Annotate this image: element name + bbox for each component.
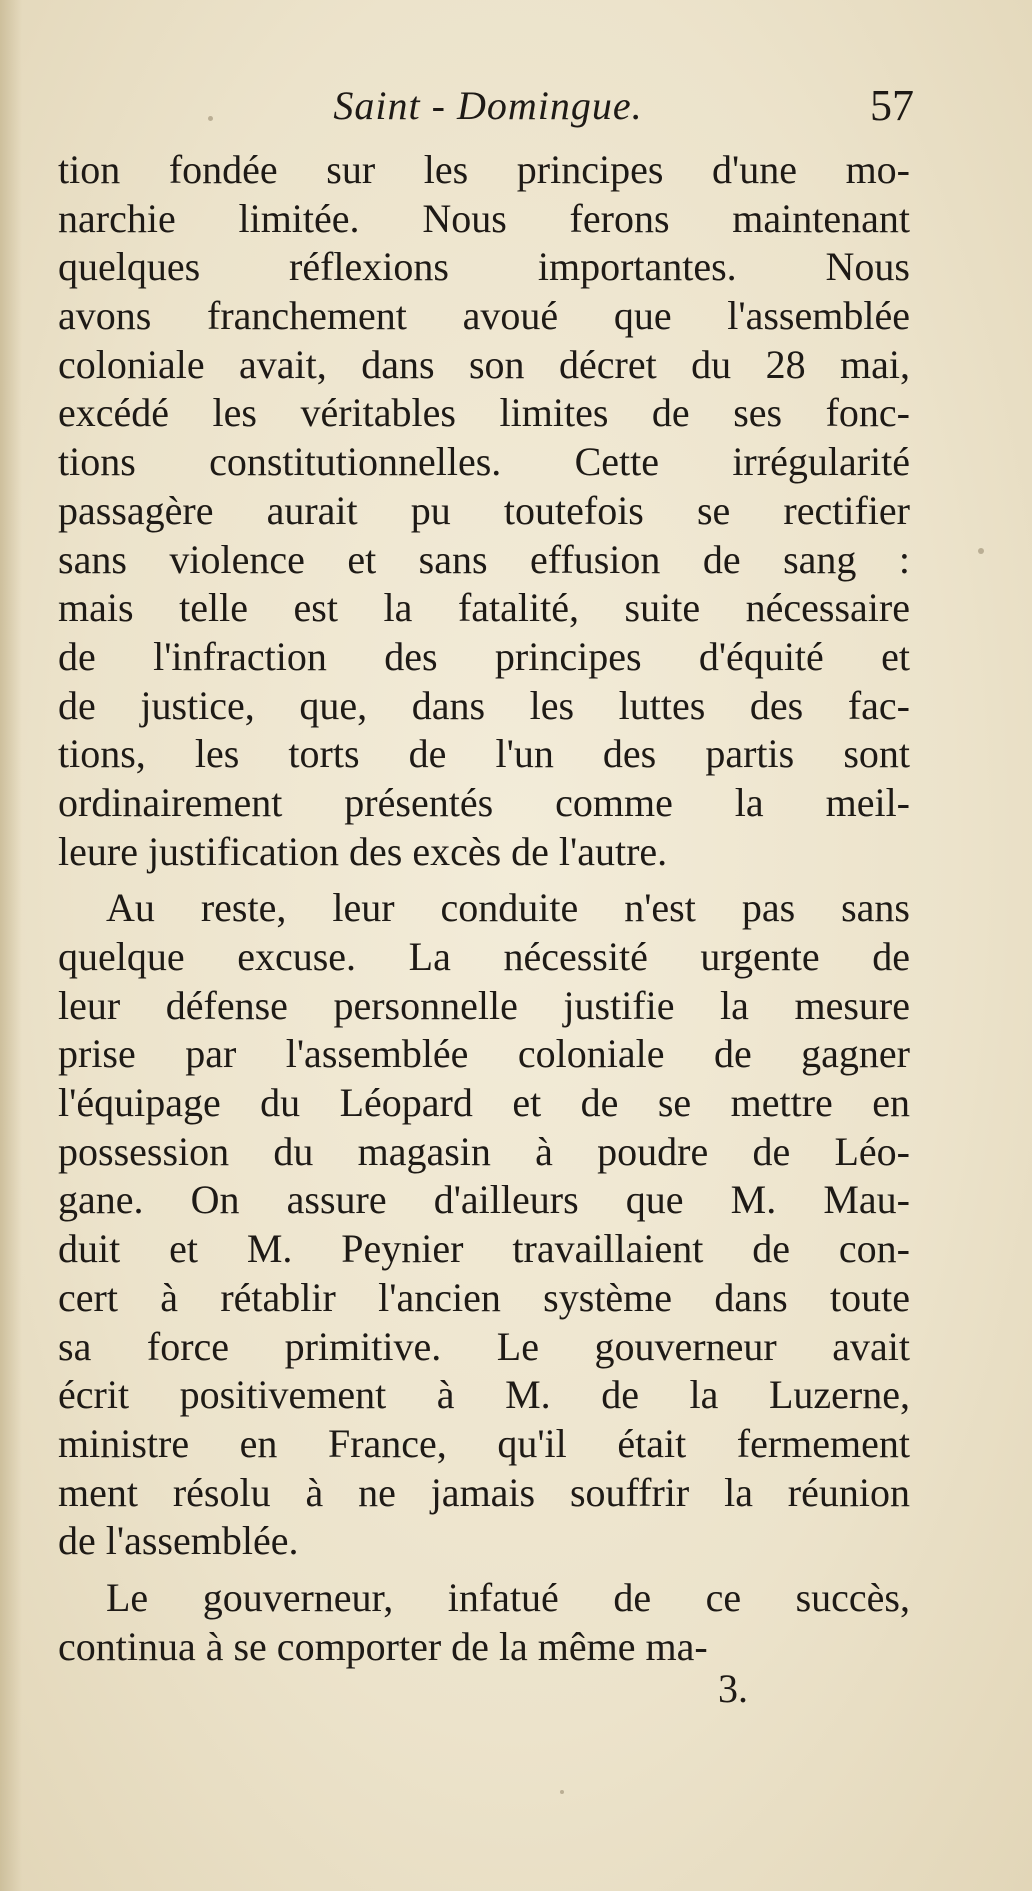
text-line: leur défense personnelle justifie la mesure	[58, 982, 910, 1028]
text-line: duit et M. Peynier travaillaient de con-	[58, 1226, 910, 1272]
text-line: tions constitutionnelles. Cette irrégularité	[58, 439, 910, 485]
page-number: 57	[870, 81, 914, 130]
text-line: cert à rétablir l'ancien système dans toute	[58, 1274, 910, 1320]
text-line: l'équipage du Léopard et de se mettre en	[58, 1080, 910, 1126]
text-line: continua à se comporter de la même ma-	[58, 1623, 708, 1669]
page-edge-shadow	[0, 0, 22, 1891]
text-line: tions, les torts de l'un des partis sont	[58, 731, 910, 777]
text-line: de justice, que, dans les luttes des fac-	[58, 682, 910, 728]
text-line: ordinairement présentés comme la meil-	[58, 779, 910, 825]
paragraph	[58, 1574, 910, 1671]
paragraph-gap	[58, 1566, 910, 1574]
paragraph	[58, 884, 910, 1566]
paper-speck	[978, 548, 984, 554]
text-line: sans violence et sans effusion de sang :	[58, 536, 910, 582]
text-line: prise par l'assemblée coloniale de gagner	[58, 1031, 910, 1077]
paper-speck	[560, 1790, 564, 1794]
text-line: excédé les véritables limites de ses fonc-	[58, 390, 910, 436]
text-line: Au reste, leur conduite n'est pas sans	[106, 885, 910, 931]
text-line: narchie limitée. Nous ferons maintenant	[58, 195, 910, 241]
paragraph	[58, 146, 910, 876]
text-line: écrit positivement à M. de la Luzerne,	[58, 1372, 910, 1418]
text-line: coloniale avait, dans son décret du 28 mai,	[58, 341, 910, 387]
text-line: de l'infraction des principes d'équité et	[58, 633, 910, 679]
text-line: passagère aurait pu toutefois se rectifier	[58, 487, 910, 533]
text-line: leure justification des excès de l'autre.	[58, 828, 668, 874]
text-line: gane. On assure d'ailleurs que M. Mau-	[58, 1177, 910, 1223]
running-head	[58, 78, 918, 138]
paper-speck	[208, 116, 213, 121]
text-line: ment résolu à ne jamais souffrir la réunion	[58, 1469, 910, 1515]
text-line: de l'assemblée.	[58, 1518, 299, 1564]
body-text	[58, 146, 910, 1671]
text-line: sa force primitive. Le gouverneur avait	[58, 1323, 910, 1369]
text-line: quelques réflexions importantes. Nous	[58, 244, 910, 290]
text-line: ministre en France, qu'il était fermement	[58, 1420, 910, 1466]
text-line: possession du magasin à poudre de Léo-	[58, 1128, 910, 1174]
signature-mark: 3.	[718, 1666, 748, 1711]
text-line: quelque excuse. La nécessité urgente de	[58, 934, 910, 979]
paragraph-gap	[58, 876, 910, 884]
text-line: avons franchement avoué que l'assemblée	[58, 293, 910, 339]
text-line: tion fondée sur les principes d'une mo-	[58, 147, 910, 192]
text-line: Le gouverneur, infatué de ce succès,	[106, 1574, 910, 1620]
text-line: mais telle est la fatalité, suite nécessaire	[58, 585, 910, 631]
running-title: Saint - Domingue.	[333, 83, 643, 128]
